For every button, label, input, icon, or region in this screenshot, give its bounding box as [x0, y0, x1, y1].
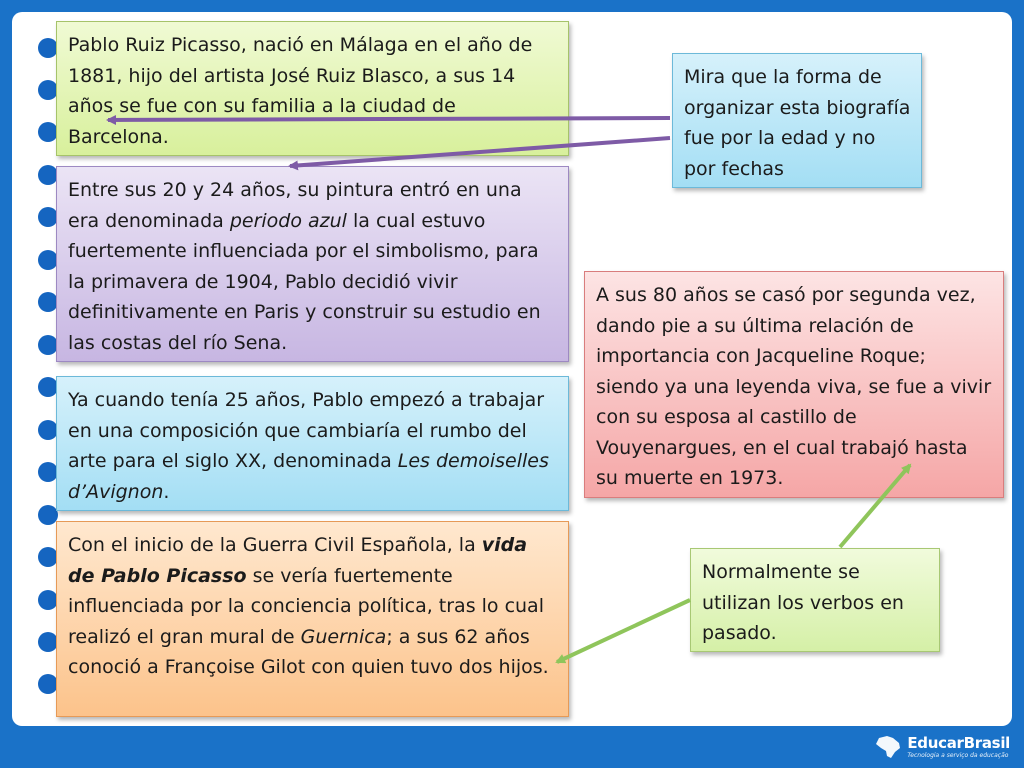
binder-hole: [38, 547, 58, 567]
blue-period-italic: periodo azul: [229, 209, 347, 232]
blue-period-text-1: Entre sus 20 y 24 años, su pintura entró en una era denominada: [68, 179, 522, 232]
binder-hole: [38, 335, 58, 355]
binder-hole: [38, 80, 58, 100]
verbs-note-box: [690, 548, 940, 652]
binder-hole: [38, 377, 58, 397]
binder-hole: [38, 122, 58, 142]
demoiselles-text-2: .: [163, 480, 170, 503]
blue-period-text-2: la cual estuvo fuertemente influenciada por el simbolismo, para la primavera de 1904, Pablo decidió vivir definitivamente en Paris y construir su estudio en las costas del río Sena.: [68, 209, 541, 354]
last-years-text: A sus 80 años se casó por segunda vez, dando pie a su última relación de importancia con Jacqueline Roque; siendo ya una leyenda viva, se fue a vivir con su esposa al castillo de Vouyenargues, en el cual trabajó hasta su muerte en 1973.: [596, 284, 992, 489]
binder-hole: [38, 38, 58, 58]
blue-period-box: [56, 166, 569, 362]
binder-hole: [38, 207, 58, 227]
logo-tagline: Tecnologia a serviço da educação: [907, 751, 1009, 759]
civil-war-text-3: ; a sus 62 años conoció a Françoise Gilot con quien tuvo dos hijos.: [68, 625, 549, 678]
verbs-note-text: Normalmente se utilizan los verbos en pasado.: [702, 561, 904, 644]
binder-hole: [38, 632, 58, 652]
binder-hole: [38, 292, 58, 312]
binder-hole: [38, 165, 58, 185]
demoiselles-text-1: Ya cuando tenía 25 años, Pablo empezó a trabajar en una composición que cambiaría el rumbo del arte para el siglo XX, denominada: [68, 389, 545, 472]
civil-war-box: [56, 521, 569, 717]
demoiselles-italic: Les demoiselles d’Avignon: [68, 450, 549, 503]
binder-hole: [38, 674, 58, 694]
birth-text: Pablo Ruiz Picasso, nació en Málaga en el año de 1881, hijo del artista José Ruiz Blasco, a sus 14 años se fue con su familia a la ciudad de Barcelona.: [68, 34, 533, 148]
demoiselles-box: [56, 376, 569, 511]
civil-war-text-2: se vería fuertemente influenciada por la conciencia política, tras lo cual realizó el gran mural de: [68, 564, 544, 648]
binder-hole: [38, 462, 58, 482]
civil-war-italic: Guernica: [300, 625, 387, 648]
brazil-map-icon: [873, 734, 903, 760]
logo-name: EducarBrasil: [907, 733, 1010, 752]
birth-box: [56, 21, 569, 156]
last-years-box: [584, 271, 1004, 498]
binder-hole: [38, 505, 58, 525]
educarbrasil-logo: [873, 734, 1010, 760]
order-note-text: Mira que la forma de organizar esta biografía fue por la edad y no por fechas: [684, 66, 911, 180]
binder-hole: [38, 250, 58, 270]
civil-war-bold: vida de Pablo Picasso: [68, 534, 528, 587]
binder-hole: [38, 590, 58, 610]
binder-hole: [38, 420, 58, 440]
order-note-box: [672, 53, 922, 188]
civil-war-text-1: Con el inicio de la Guerra Civil Española, la: [68, 534, 482, 556]
